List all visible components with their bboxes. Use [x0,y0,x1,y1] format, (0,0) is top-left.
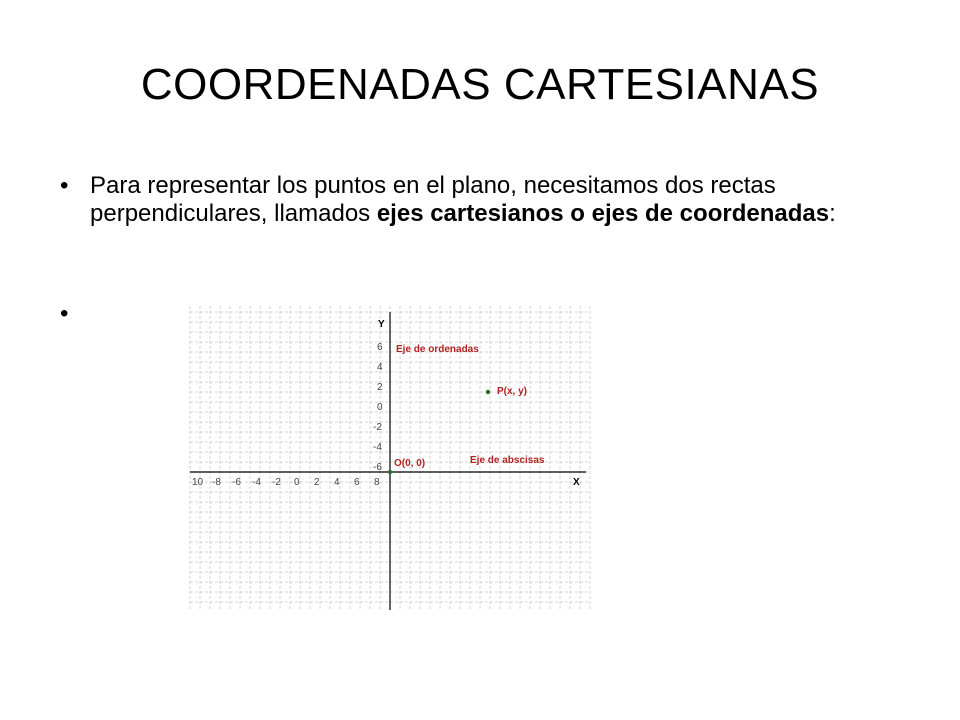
y-tick-label: 6 [377,342,383,353]
x-tick-label: 6 [354,477,360,488]
y-tick-label: 2 [377,382,383,393]
y-tick-labels [373,342,383,473]
bold-term-ejes-cartesianos: ejes cartesianos [376,200,564,227]
slide-title: COORDENADAS CARTESIANAS [140,60,820,109]
x-tick-label: -4 [252,477,261,488]
bold-term-ejes-de-coordenadas: o ejes de coordenadas [570,200,830,227]
y-tick-label: -4 [373,442,382,453]
point-p-label: P(x, y) [497,386,528,397]
bullet-marker: • [60,300,69,327]
x-tick-label: -8 [212,477,221,488]
y-axis-caption: Eje de ordenadas [396,344,479,355]
cartesian-plane-diagram [180,298,600,610]
x-tick-labels [192,477,380,488]
y-axis-name: Y [378,319,385,330]
x-tick-label: -6 [232,477,241,488]
x-tick-label: 4 [334,477,340,488]
bullet-marker: • [60,172,69,199]
text-part-1: Para representar los puntos en el plano, necesitamos dos rectas perpendiculares, llamados [90,172,776,227]
x-tick-label: 2 [314,477,320,488]
text-part-3: : [829,200,836,227]
y-tick-label: 0 [377,402,383,413]
origin-label: O(0, 0) [394,458,426,469]
y-tick-label: -6 [373,462,382,473]
x-axis-name: X [573,477,580,488]
point-p [486,390,490,394]
x-tick-label: 0 [294,477,300,488]
x-tick-label: 10 [192,477,204,488]
bullet-text [90,172,870,228]
x-tick-label: -2 [272,477,281,488]
y-tick-label: -2 [373,422,382,433]
x-tick-label: 8 [374,477,380,488]
x-axis-caption: Eje de abscisas [470,455,545,466]
cartesian-plane-svg [180,298,600,610]
bullet-paragraph [60,172,870,228]
origin-point [388,470,392,474]
y-tick-label: 4 [377,362,383,373]
